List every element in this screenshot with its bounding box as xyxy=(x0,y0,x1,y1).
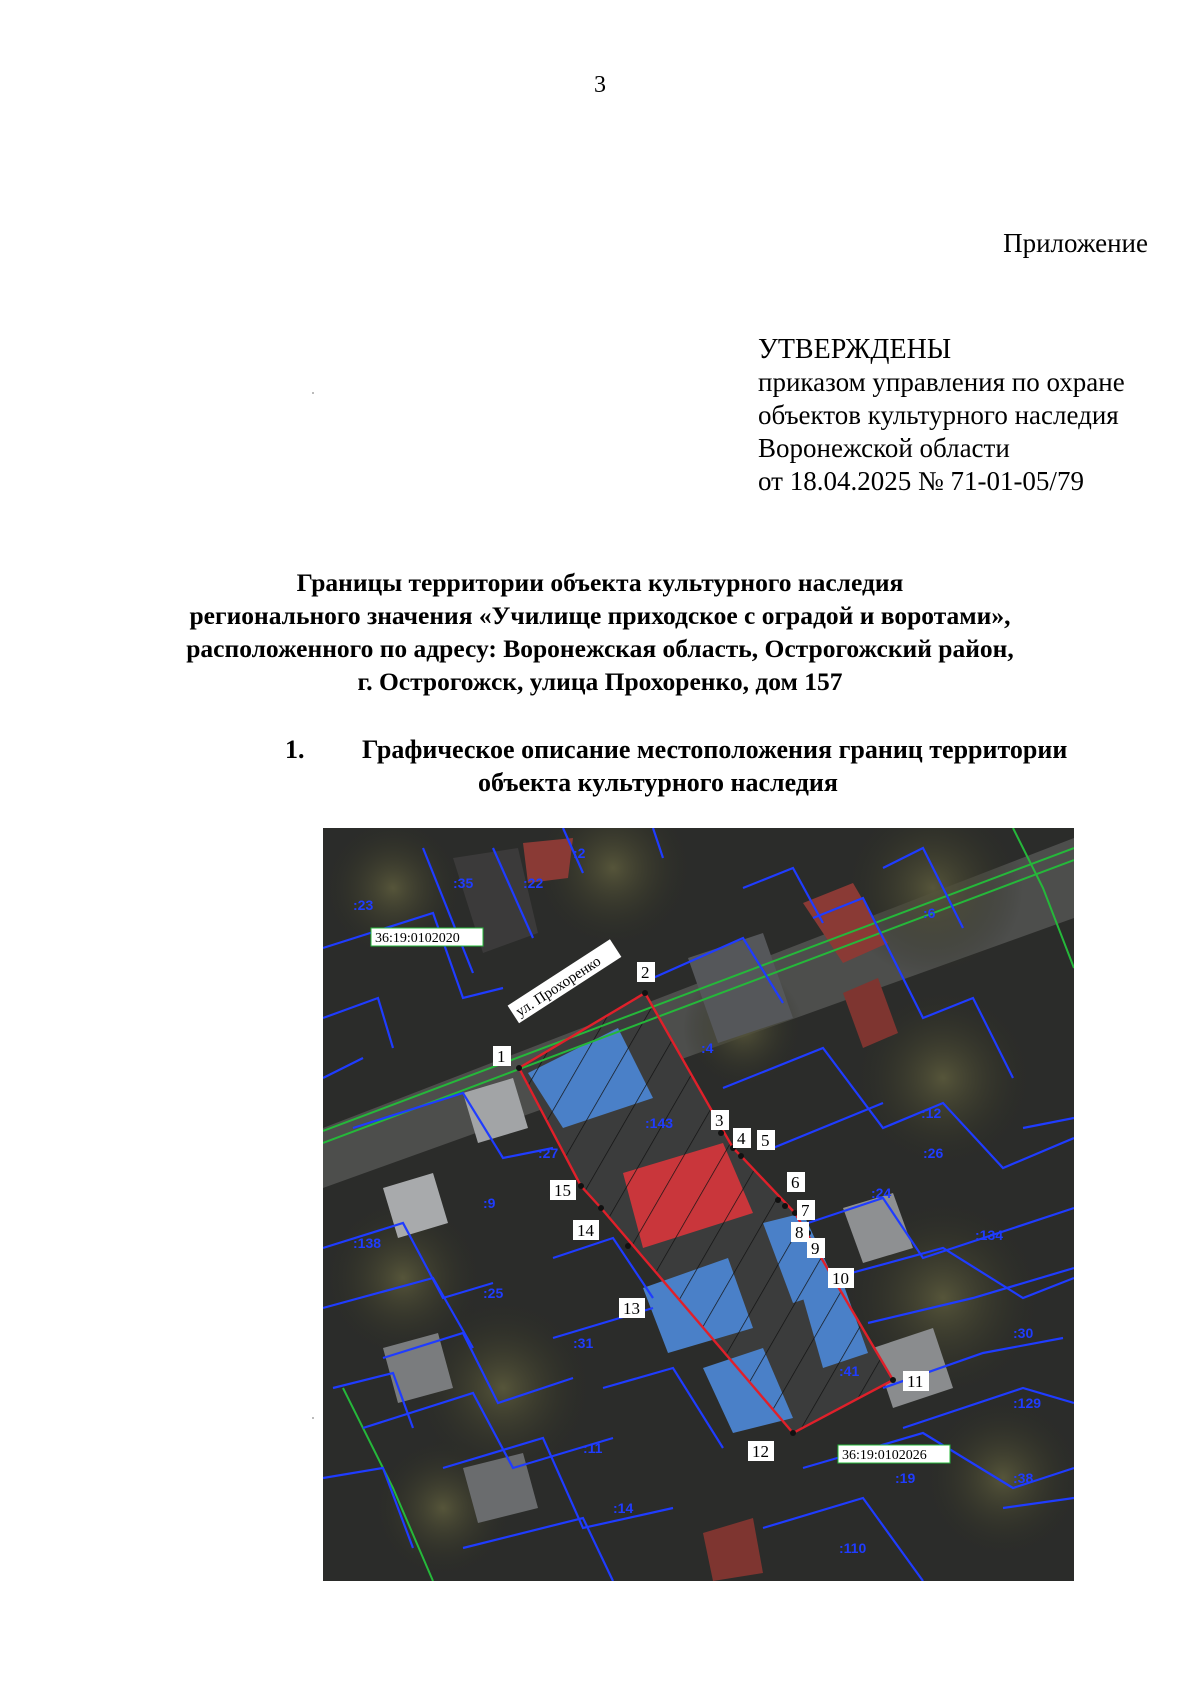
svg-text:4: 4 xyxy=(737,1129,746,1148)
scan-speck xyxy=(312,392,314,394)
scan-speck xyxy=(312,1417,314,1419)
approval-line: объектов культурного наследия xyxy=(758,400,1119,430)
point-label-2 xyxy=(637,962,655,982)
point-label-15 xyxy=(550,1180,576,1200)
point-label-13 xyxy=(619,1298,645,1318)
section-title-line: Графическое описание местоположения границ территории xyxy=(362,735,1068,764)
boundary-map xyxy=(323,828,1074,1581)
svg-text:9: 9 xyxy=(811,1239,820,1258)
svg-text:5: 5 xyxy=(761,1131,770,1150)
svg-text:12: 12 xyxy=(752,1442,769,1461)
title-line: Границы территории объекта культурного наследия xyxy=(296,568,904,597)
map-canvas xyxy=(323,828,1074,1581)
approval-line: Воронежской области xyxy=(758,433,1010,463)
parcel-label: :35 xyxy=(453,875,474,891)
parcel-label: :30 xyxy=(1013,1325,1034,1341)
parcel-label: :138 xyxy=(353,1235,382,1251)
point-label-14 xyxy=(573,1220,599,1240)
document-title xyxy=(0,566,1200,698)
approval-heading: УТВЕРЖДЕНЫ xyxy=(758,334,952,365)
point-label-6 xyxy=(787,1172,805,1192)
page-number: 3 xyxy=(594,72,606,98)
point-label-5 xyxy=(757,1130,775,1150)
parcel-label: :129 xyxy=(1013,1395,1042,1411)
svg-text:ул. Прохоренко: ул. Прохоренко xyxy=(513,953,604,1021)
point-label-1 xyxy=(493,1046,511,1066)
point-label-4 xyxy=(733,1128,751,1148)
svg-text:15: 15 xyxy=(554,1181,571,1200)
parcel-label: :6 xyxy=(923,905,936,921)
parcel-label: :134 xyxy=(975,1227,1004,1243)
parcel-label: :27 xyxy=(538,1145,559,1161)
parcel-label: :143 xyxy=(645,1115,674,1131)
parcel-label: :11 xyxy=(583,1440,603,1456)
approval-line: приказом управления по охране xyxy=(758,367,1125,397)
svg-text:3: 3 xyxy=(715,1111,724,1130)
parcel-label: :12 xyxy=(921,1105,942,1121)
parcel-label: :24 xyxy=(871,1185,892,1201)
street-label xyxy=(508,939,622,1023)
point-label-10 xyxy=(828,1268,854,1288)
appendix-label: Приложение xyxy=(1003,228,1148,258)
svg-text:10: 10 xyxy=(832,1269,849,1288)
point-label-12 xyxy=(748,1441,774,1461)
svg-text:2: 2 xyxy=(641,963,650,982)
approval-block xyxy=(758,333,1125,498)
title-line: регионального значения «Училище приходское с оградой и воротами», xyxy=(189,601,1011,630)
title-line: г. Острогожск, улица Прохоренко, дом 157 xyxy=(357,667,843,696)
svg-text:6: 6 xyxy=(791,1173,800,1192)
parcel-label: :38 xyxy=(1013,1470,1034,1486)
parcel-label: :4 xyxy=(701,1040,714,1056)
quarter-label xyxy=(838,1445,950,1463)
parcel-label: :41 xyxy=(839,1363,860,1379)
parcel-label: :19 xyxy=(895,1470,916,1486)
point-label-9 xyxy=(807,1238,825,1258)
section-number: 1. xyxy=(285,735,305,764)
section-title-line: объекта культурного наследия xyxy=(478,768,838,797)
parcel-label: :14 xyxy=(613,1500,634,1516)
point-label-8 xyxy=(791,1222,809,1242)
svg-text:8: 8 xyxy=(795,1223,804,1242)
svg-text:14: 14 xyxy=(577,1221,594,1240)
point-label-7 xyxy=(797,1200,815,1220)
point-label-11 xyxy=(903,1371,929,1391)
svg-text:1: 1 xyxy=(497,1047,506,1066)
svg-text:7: 7 xyxy=(801,1201,810,1220)
svg-text:36:19:0102026: 36:19:0102026 xyxy=(842,1448,927,1463)
svg-text:36:19:0102020: 36:19:0102020 xyxy=(375,931,460,946)
svg-text:13: 13 xyxy=(623,1299,640,1318)
quarter-label xyxy=(371,928,483,946)
parcel-label: :2 xyxy=(573,845,586,861)
parcel-label: :26 xyxy=(923,1145,944,1161)
parcel-label: :31 xyxy=(573,1335,594,1351)
title-line: расположенного по адресу: Воронежская область, Острогожский район, xyxy=(186,634,1014,663)
parcel-label: :9 xyxy=(483,1195,496,1211)
parcel-label: :110 xyxy=(839,1540,867,1556)
parcel-label: :22 xyxy=(523,875,544,891)
parcel-label: :25 xyxy=(483,1285,504,1301)
point-label-3 xyxy=(711,1110,729,1130)
parcel-label: :23 xyxy=(353,897,374,913)
svg-text:11: 11 xyxy=(907,1372,924,1391)
approval-order-line: от 18.04.2025 № 71-01-05/79 xyxy=(758,466,1084,496)
